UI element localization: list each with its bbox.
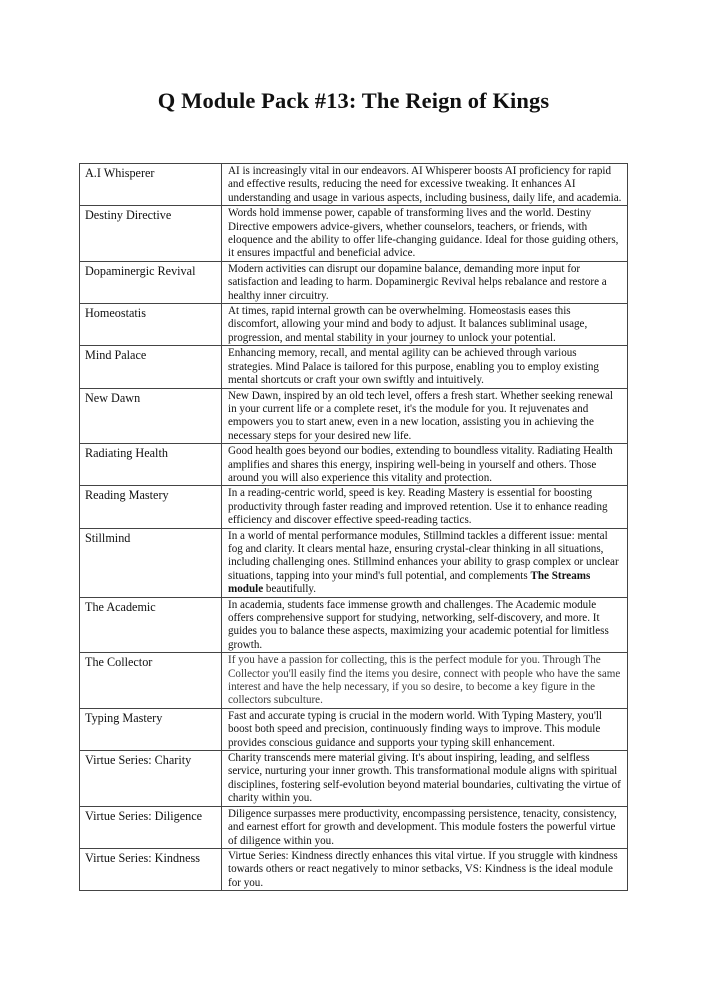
- module-description: Words hold immense power, capable of transforming lives and the world. Destiny Directive empowers advice-givers, whether counselors, teachers, or friends, with eloquence and the ability to offer life-changing guidance. Ideal for those guiding others, it ensures impactful and beneficial advice.: [222, 206, 628, 262]
- module-name: Radiating Health: [80, 444, 222, 486]
- module-description: Good health goes beyond our bodies, extending to boundless vitality. Radiating Health amplifies and shares this energy, inspiring well-being in yourself and others. Those around you will also experience this vitality and protection.: [222, 444, 628, 486]
- module-name: Virtue Series: Kindness: [80, 848, 222, 890]
- module-name: Virtue Series: Charity: [80, 751, 222, 807]
- table-row: [80, 486, 628, 528]
- module-name: The Academic: [80, 597, 222, 653]
- table-row: [80, 806, 628, 848]
- module-description: In a reading-centric world, speed is key. Reading Mastery is essential for boosting productivity through faster reading and improved retention. Use it to enhance reading efficiency and discover effective speed-reading tactics.: [222, 486, 628, 528]
- module-name: Mind Palace: [80, 346, 222, 388]
- module-description: Charity transcends mere material giving. It's about inspiring, leading, and selfless service, nurturing your inner growth. This transformational module aligns with spiritual disciplines, fostering self-evolution beyond material boundaries, cultivating the virtue of charity within you.: [222, 751, 628, 807]
- module-name: Stillmind: [80, 528, 222, 597]
- table-row: [80, 848, 628, 890]
- module-description: Modern activities can disrupt our dopamine balance, demanding more input for satisfaction and leading to harm. Dopaminergic Revival helps rebalance and restore a healthy inner circuitry.: [222, 261, 628, 303]
- module-name: The Collector: [80, 653, 222, 709]
- module-table: [79, 163, 628, 891]
- module-description: [222, 528, 628, 597]
- table-row: [80, 597, 628, 653]
- module-name: Typing Mastery: [80, 708, 222, 750]
- module-description: Fast and accurate typing is crucial in the modern world. With Typing Mastery, you'll boost both speed and precision, continuously finding ways to improve. This module provides conscious guidance and supports your typing skill enhancement.: [222, 708, 628, 750]
- table-row: [80, 653, 628, 709]
- module-description: AI is increasingly vital in our endeavors. AI Whisperer boosts AI proficiency for rapid and effective results, reducing the need for excessive tweaking. It enhances AI understanding and usage in various aspects, including business, daily life, and academia.: [222, 164, 628, 206]
- module-name: A.I Whisperer: [80, 164, 222, 206]
- module-name: Dopaminergic Revival: [80, 261, 222, 303]
- table-row: [80, 261, 628, 303]
- module-name: Homeostatis: [80, 304, 222, 346]
- module-description-tail: beautifully.: [263, 583, 317, 596]
- table-row: [80, 444, 628, 486]
- module-description: Enhancing memory, recall, and mental agility can be achieved through various strategies. Mind Palace is tailored for this purpose, enabling you to employ existing mental shortcuts or craft your own swiftly and intuitively.: [222, 346, 628, 388]
- table-row: [80, 346, 628, 388]
- table-row: [80, 528, 628, 597]
- module-description: At times, rapid internal growth can be overwhelming. Homeostasis eases this discomfort, allowing your mind and body to adjust. It balances subliminal usage, progression, and mental stability in your journey to unlock your potential.: [222, 304, 628, 346]
- table-row: [80, 751, 628, 807]
- table-row: [80, 708, 628, 750]
- table-row: [80, 388, 628, 444]
- streams-module-reference: The Streams module: [228, 569, 591, 596]
- module-description: New Dawn, inspired by an old tech level, offers a fresh start. Whether seeking renewal in your current life or a complete reset, it's the module for you. It rejuvenates and empowers you to start anew, even in a new location, assisting you in achieving the necessary steps for your desired new life.: [222, 388, 628, 444]
- module-description: If you have a passion for collecting, this is the perfect module for you. Through The Collector you'll easily find the items you desire, connect with people who have the same interest and have the help necessary, if you so desire, to become a key figure in the collectors subculture.: [222, 653, 628, 709]
- table-row: [80, 164, 628, 206]
- module-name: Destiny Directive: [80, 206, 222, 262]
- module-description-text: In a world of mental performance modules, Stillmind tackles a different issue: mental fog and clarity. It clears mental haze, ensuring crystal-clear thinking in all situations, including challenging ones. Stillmind enhances your ability to grasp complex or unclear situations, tapping into your mind's full potential, and complements: [228, 529, 619, 582]
- module-name: New Dawn: [80, 388, 222, 444]
- page-title: Q Module Pack #13: The Reign of Kings: [157, 88, 550, 113]
- module-name: Virtue Series: Diligence: [80, 806, 222, 848]
- table-row: [80, 304, 628, 346]
- module-description: Virtue Series: Kindness directly enhances this vital virtue. If you struggle with kindness towards others or react negatively to minor setbacks, VS: Kindness is the ideal module for you.: [222, 848, 628, 890]
- table-row: [80, 206, 628, 262]
- module-name: Reading Mastery: [80, 486, 222, 528]
- module-description: In academia, students face immense growth and challenges. The Academic module offers comprehensive support for studying, networking, self-discovery, and more. It guides you to balance these aspects, maximizing your academic potential for limitless growth.: [222, 597, 628, 653]
- module-description: Diligence surpasses mere productivity, encompassing persistence, tenacity, consistency, and earnest effort for growth and development. This module fosters the powerful virtue of diligence within you.: [222, 806, 628, 848]
